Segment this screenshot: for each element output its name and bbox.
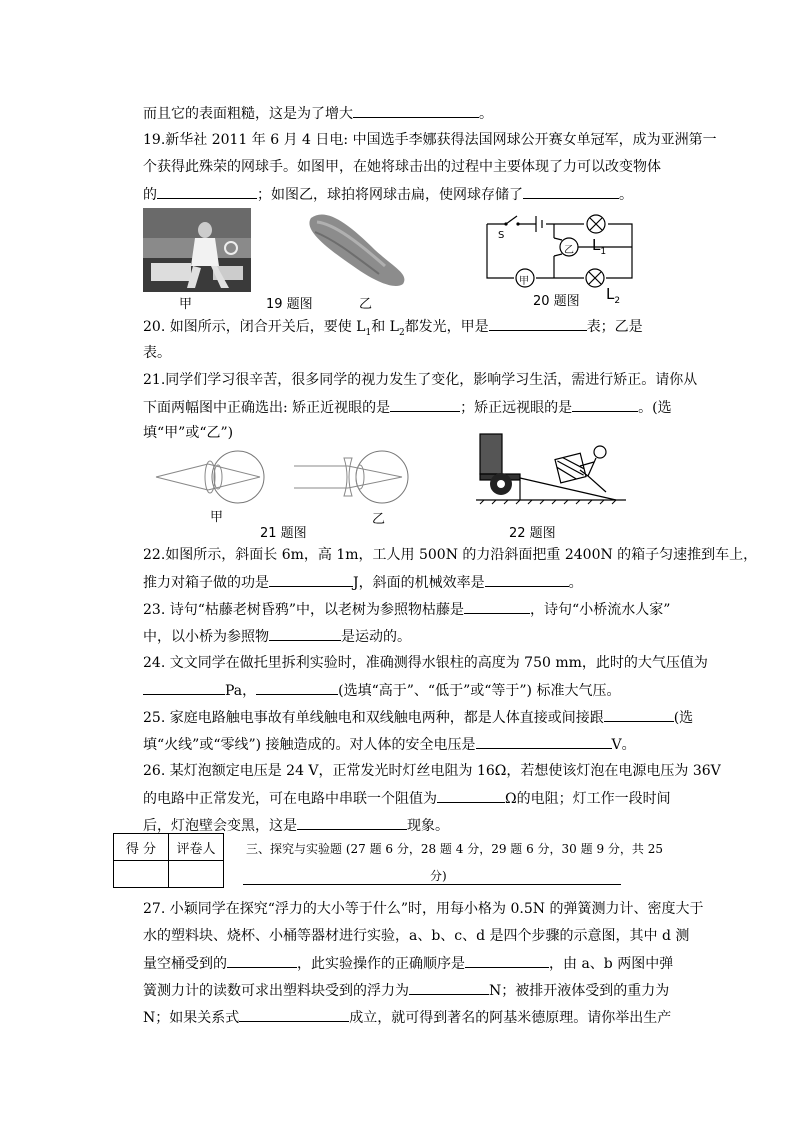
grader-cell[interactable] bbox=[169, 861, 224, 888]
text: N；被排开液体受到的重力为 bbox=[489, 983, 670, 999]
caption-fig19: 19 题图 bbox=[266, 297, 313, 312]
question-25-line1 bbox=[143, 707, 693, 728]
text: 。(选 bbox=[638, 400, 672, 416]
answer-blank[interactable] bbox=[297, 815, 407, 830]
question-23-line1 bbox=[143, 599, 670, 620]
question-20-line1 bbox=[143, 316, 643, 343]
answer-blank[interactable] bbox=[143, 680, 225, 695]
section-3-heading: 三、探究与实验题 (27 题 6 分，28 题 4 分，29 题 6 分，30 题 9 分，共 25 bbox=[246, 842, 663, 856]
text: 成立，就可得到著名的阿基米德原理。请你举出生产 bbox=[349, 1010, 672, 1026]
answer-blank[interactable] bbox=[256, 680, 338, 695]
question-19-line1: 19.新华社 2011 年 6 月 4 日电: 中国选手李娜获得法国网球公开赛女单冠军，成为亚洲第一 bbox=[143, 132, 717, 148]
answer-blank[interactable] bbox=[227, 953, 297, 968]
text: (选 bbox=[673, 710, 694, 726]
answer-blank[interactable] bbox=[353, 103, 479, 118]
text: 量空桶受到的 bbox=[143, 956, 227, 972]
text: 23. 诗句“枯藤老树昏鸦”中，以老树为参照物枯藤是 bbox=[143, 602, 465, 618]
grader-header: 评卷人 bbox=[169, 834, 224, 861]
caption-fig20: 20 题图 bbox=[533, 294, 580, 309]
eye-diagram-yi bbox=[290, 444, 415, 510]
answer-blank[interactable] bbox=[390, 397, 460, 412]
caption-yi21: 乙 bbox=[372, 512, 386, 527]
answer-blank[interactable] bbox=[465, 953, 549, 968]
question-27-line4 bbox=[143, 980, 669, 1001]
text: 。 bbox=[568, 575, 583, 591]
section-divider bbox=[243, 884, 621, 885]
question-19-line2: 个获得此殊荣的网球手。如图甲，在她将球击出的过程中主要体现了力可以改变物体 bbox=[143, 159, 661, 175]
text: 20. 如图所示，闭合开关后，要使 L bbox=[143, 319, 366, 335]
text: (选填“高于”、“低于”或“等于”) 标准大气压。 bbox=[338, 683, 621, 699]
question-23-line2 bbox=[143, 626, 411, 647]
answer-blank[interactable] bbox=[409, 980, 489, 995]
text: 和 L bbox=[371, 319, 399, 335]
answer-blank[interactable] bbox=[269, 626, 341, 641]
score-table bbox=[113, 833, 224, 888]
eye-diagram-jia bbox=[150, 444, 270, 510]
text: ，此实验操作的正确顺序是 bbox=[297, 956, 465, 972]
answer-blank[interactable] bbox=[239, 1007, 349, 1022]
caption-fig21: 21 题图 bbox=[260, 526, 307, 541]
switch-label: S bbox=[498, 230, 505, 241]
question-20-line2: 表。 bbox=[143, 345, 171, 361]
question-26-line1: 26. 某灯泡额定电压是 24 V，正常发光时灯丝电阻为 16Ω，若想使该灯泡在电源电压为 36V bbox=[143, 763, 721, 779]
lamp-l1-label: $L_1$ bbox=[592, 236, 607, 257]
meter-jia-label: 甲 bbox=[519, 276, 529, 287]
section-3-heading-cont: 分) bbox=[430, 869, 447, 883]
text: 簧测力计的读数可求出塑料块受到的浮力为 bbox=[143, 983, 409, 999]
text: ，由 a、b 两图中弹 bbox=[549, 956, 674, 972]
answer-blank[interactable] bbox=[485, 572, 569, 587]
subscript: 1 bbox=[365, 327, 372, 338]
text: 现象。 bbox=[407, 818, 449, 834]
question-26-line2 bbox=[143, 788, 671, 809]
question-24-line2 bbox=[143, 680, 620, 701]
text: Pa， bbox=[225, 683, 257, 699]
text: 而且它的表面粗糙，这是为了增大 bbox=[143, 106, 353, 122]
question-27-line2: 水的塑料块、烧杯、小桶等器材进行实验，a、b、c、d 是四个步骤的示意图，其中 d 测 bbox=[143, 928, 690, 944]
caption-fig22: 22 题图 bbox=[509, 526, 556, 541]
text-line bbox=[143, 103, 493, 124]
answer-blank[interactable] bbox=[157, 184, 257, 199]
answer-blank[interactable] bbox=[489, 316, 587, 331]
subscript: 2 bbox=[398, 327, 405, 338]
text: 都发光，甲是 bbox=[404, 319, 489, 335]
text: ；如图乙，球拍将网球击扁，使网球存储了 bbox=[257, 187, 523, 203]
text: 25. 家庭电路触电事故有单线触电和双线触电两种，都是人体直接或间接跟 bbox=[143, 710, 604, 726]
question-21-line1: 21.同学们学习很辛苦，很多同学的视力发生了变化，影响学习生活，需进行矫正。请你从 bbox=[143, 372, 698, 388]
text: ；矫正远视眼的是 bbox=[460, 400, 573, 416]
question-22-line1: 22.如图所示，斜面长 6m，高 1m，工人用 500N 的力沿斜面把重 2400N 的箱子匀速推到车上， bbox=[143, 547, 758, 563]
text: 的 bbox=[143, 187, 157, 203]
squashed-ball-figure bbox=[305, 210, 410, 288]
question-24-line1: 24. 文文同学在做托里拆利实验时，准确测得水银柱的高度为 750 mm，此时的大气压值为 bbox=[143, 655, 708, 671]
question-25-line2 bbox=[143, 734, 636, 755]
question-27-line1: 27. 小颖同学在探究“浮力的大小等于什么”时，用每小格为 0.5N 的弹簧测力计、密度大于 bbox=[143, 901, 704, 917]
answer-blank[interactable] bbox=[476, 734, 612, 749]
question-21-line3: 填“甲”或“乙”) bbox=[143, 425, 234, 441]
text: 下面两幅图中正确选出: 矫正近视眼的是 bbox=[143, 400, 391, 416]
caption-jia: 甲 bbox=[179, 297, 193, 312]
meter-yi-label: 乙 bbox=[564, 245, 574, 256]
text: 中，以小桥为参照物 bbox=[143, 629, 269, 645]
question-22-line2 bbox=[143, 572, 583, 593]
answer-blank[interactable] bbox=[437, 788, 505, 803]
incline-diagram bbox=[476, 430, 626, 505]
score-header: 得 分 bbox=[114, 834, 169, 861]
answer-blank[interactable] bbox=[572, 397, 638, 412]
question-27-line3 bbox=[143, 953, 673, 974]
answer-blank[interactable] bbox=[523, 184, 619, 199]
text: 是运动的。 bbox=[341, 629, 411, 645]
text: Ω的电阻；灯工作一段时间 bbox=[505, 791, 671, 807]
question-21-line2 bbox=[143, 397, 672, 418]
score-cell[interactable] bbox=[114, 861, 169, 888]
text: N；如果关系式 bbox=[143, 1010, 240, 1026]
question-19-line3 bbox=[143, 184, 633, 205]
answer-blank[interactable] bbox=[269, 572, 353, 587]
caption-yi: 乙 bbox=[359, 297, 373, 312]
lamp-l2-label: $L_2$ bbox=[606, 285, 621, 306]
text: 填“火线”或“零线”) 接触造成的。对人体的安全电压是 bbox=[143, 737, 476, 753]
text: 的电路中正常发光，可在电路中串联一个阻值为 bbox=[143, 791, 437, 807]
answer-blank[interactable] bbox=[464, 599, 530, 614]
text: 。 bbox=[619, 187, 633, 203]
text: V。 bbox=[611, 737, 636, 753]
text: 后，灯泡壁会变黑，这是 bbox=[143, 818, 297, 834]
answer-blank[interactable] bbox=[604, 707, 674, 722]
caption-jia21: 甲 bbox=[210, 510, 224, 525]
text: ，诗句“小桥流水人家” bbox=[530, 602, 671, 618]
text: 表；乙是 bbox=[586, 319, 643, 335]
question-27-line5 bbox=[143, 1007, 671, 1028]
text: 推力对箱子做的功是 bbox=[143, 575, 269, 591]
tennis-photo bbox=[143, 208, 251, 292]
text: J，斜面的机械效率是 bbox=[353, 575, 485, 591]
text: 。 bbox=[479, 106, 493, 122]
